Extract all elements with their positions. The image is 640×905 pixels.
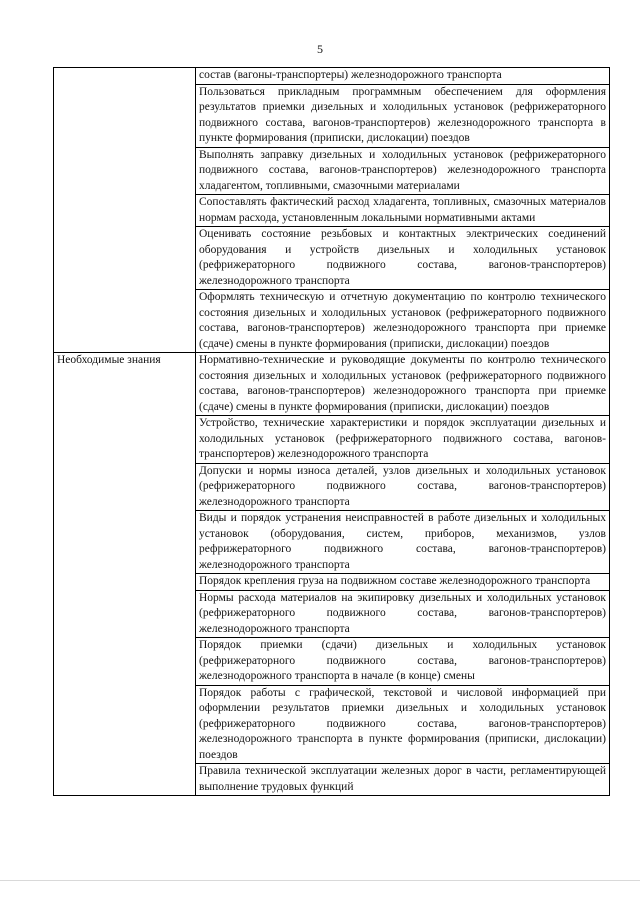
requirement-cell: Пользоваться прикладным программным обеспечением для оформления результатов приемки дизельных и холодильных установок (рефрижераторного подвижного состава, вагонов-транспортеров) железнодорожного транспорта в пункте формирования (приписки, дислокации) поездов (196, 84, 610, 147)
requirement-cell: Нормы расхода материалов на экипировку дизельных и холодильных установок (рефрижераторного подвижного состава, вагонов-транспортеров) железнодорожного транспорта (196, 590, 610, 638)
requirement-cell: Порядок приемки (сдачи) дизельных и холодильных установок (рефрижераторного подвижного состава, вагонов-транспортеров) железнодорожного транспорта в начале (в конце) смены (196, 638, 610, 686)
page-bottom-divider (0, 880, 640, 881)
requirement-cell: Устройство, технические характеристики и порядок эксплуатации дизельных и холодильных установок (рефрижераторного подвижного состава, вагонов-транспортеров) железнодорожного транспорта (196, 416, 610, 464)
requirement-cell: Виды и порядок устранения неисправностей в работе дизельных и холодильных установок (оборудования, систем, приборов, механизмов, узлов рефрижераторного подвижного состава, вагонов-транспортеров) железнодорожного транспорта (196, 511, 610, 574)
requirements-table-body (54, 68, 610, 796)
requirement-cell: Оценивать состояние резьбовых и контактных электрических соединений оборудования и устройств дизельных и холодильных установок (рефрижераторного подвижного состава, вагонов-транспортеров) железнодорожного транспорта (196, 227, 610, 290)
requirement-cell: Оформлять техническую и отчетную документацию по контролю технического состояния дизельных и холодильных установок (рефрижераторного подвижного состава, вагонов-транспортеров) железнодорожного транспорта при приемке (сдаче) смены в пункте формирования (приписки, дислокации) поездов (196, 290, 610, 353)
requirement-cell: Правила технической эксплуатации железных дорог в части, регламентирующей выполнение трудовых функций (196, 764, 610, 796)
requirement-cell: состав (вагоны-транспортеры) железнодорожного транспорта (196, 68, 610, 85)
requirements-table (53, 67, 610, 796)
category-cell (54, 68, 196, 353)
requirement-cell: Порядок крепления груза на подвижном составе железнодорожного транспорта (196, 574, 610, 591)
requirement-cell: Выполнять заправку дизельных и холодильных установок (рефрижераторного подвижного состава, вагонов-транспортеров) железнодорожного транспорта хладагентом, топливными, смазочными материалами (196, 147, 610, 195)
requirement-cell: Нормативно-технические и руководящие документы по контролю технического состояния дизельных и холодильных установок (рефрижераторного подвижного состава, вагонов-транспортеров) железнодорожного транспорта при приемке (сдаче) смены в пункте формирования (приписки, дислокации) поездов (196, 353, 610, 416)
table-row (54, 68, 610, 85)
requirement-cell: Допуски и нормы износа деталей, узлов дизельных и холодильных установок (рефрижераторного подвижного состава, вагонов-транспортеров) железнодорожного транспорта (196, 463, 610, 511)
category-cell: Необходимые знания (54, 353, 196, 796)
page-number: 5 (317, 42, 323, 56)
requirement-cell: Порядок работы с графической, текстовой и числовой информацией при оформлении результатов приемки дизельных и холодильных установок (рефрижераторного подвижного состава, вагонов-транспортеров) железнодорожного транспорта в пункте формирования (приписки, дислокации) поездов (196, 685, 610, 764)
requirement-cell: Сопоставлять фактический расход хладагента, топливных, смазочных материалов нормам расхода, установленным локальными нормативными актами (196, 195, 610, 227)
table-row (54, 353, 610, 416)
